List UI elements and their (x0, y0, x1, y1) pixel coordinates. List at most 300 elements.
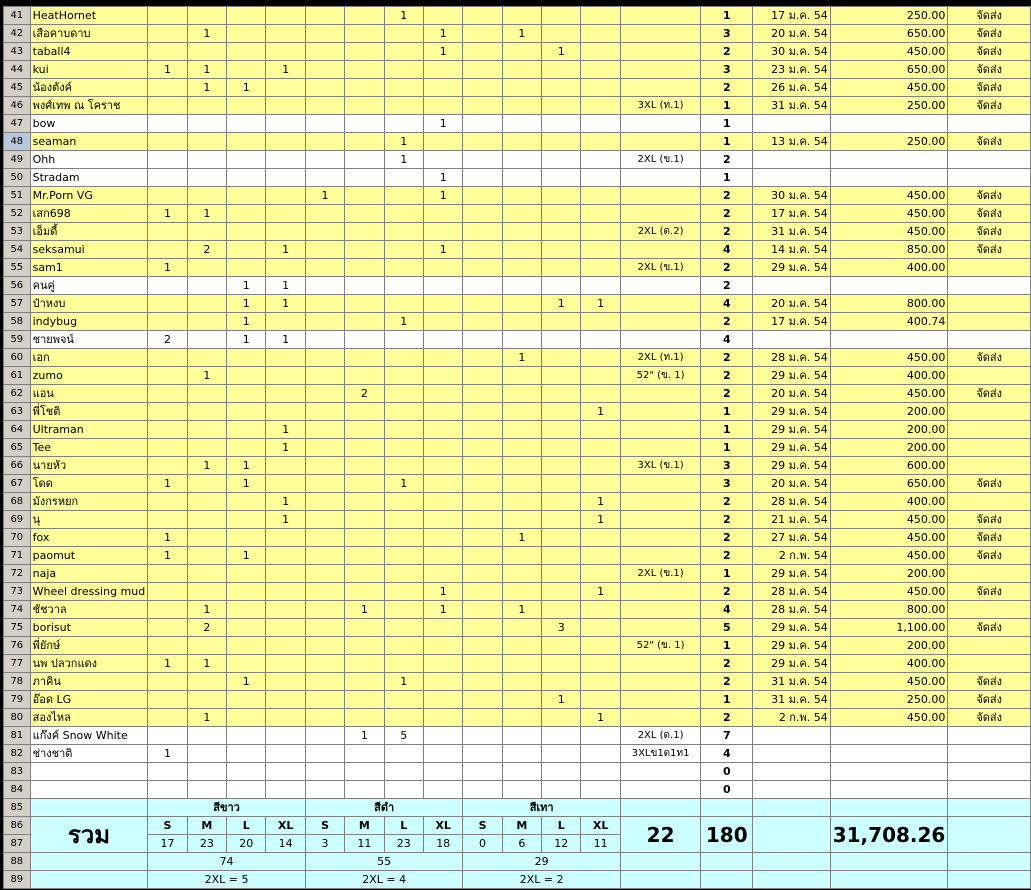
cell-amount[interactable] (830, 331, 948, 349)
cell-qty[interactable] (187, 781, 226, 799)
cell-amount[interactable]: 450.00 (830, 673, 948, 691)
cell-qty[interactable]: 1 (542, 43, 581, 61)
cell-qty[interactable] (345, 583, 384, 601)
cell-qty[interactable] (502, 421, 541, 439)
row-header[interactable]: 76 (4, 637, 31, 655)
cell-note[interactable] (620, 421, 700, 439)
cell-ship-status[interactable]: จัดส่ง (948, 547, 1031, 565)
cell-ship-status[interactable]: จัดส่ง (948, 619, 1031, 637)
cell-qty[interactable] (581, 169, 620, 187)
cell-ship-status[interactable] (948, 331, 1031, 349)
cell-qty[interactable] (463, 439, 502, 457)
cell-qty[interactable]: 2 (345, 385, 384, 403)
cell-qty[interactable] (542, 277, 581, 295)
cell-qty[interactable] (345, 511, 384, 529)
cell-qty[interactable] (266, 7, 305, 25)
cell-qty[interactable] (581, 115, 620, 133)
row-header[interactable]: 50 (4, 169, 31, 187)
cell-ship-status[interactable] (948, 295, 1031, 313)
cell-qty[interactable]: 1 (227, 331, 266, 349)
row-header[interactable]: 84 (4, 781, 31, 799)
cell-total[interactable]: 2 (701, 43, 753, 61)
cell-qty[interactable] (423, 673, 462, 691)
cell-qty[interactable] (463, 763, 502, 781)
cell-qty[interactable] (463, 727, 502, 745)
cell-qty[interactable] (542, 403, 581, 421)
size-count[interactable]: 14 (266, 835, 305, 853)
cell-name[interactable]: Ultraman (30, 421, 148, 439)
cell-ship-status[interactable]: จัดส่ง (948, 61, 1031, 79)
cell-qty[interactable] (345, 709, 384, 727)
cell-qty[interactable] (305, 97, 344, 115)
cell-qty[interactable] (305, 439, 344, 457)
cell-qty[interactable] (581, 223, 620, 241)
cell-note[interactable] (620, 79, 700, 97)
cell-qty[interactable]: 1 (423, 25, 462, 43)
cell-qty[interactable] (148, 673, 187, 691)
row-header[interactable]: 62 (4, 385, 31, 403)
cell-ship-status[interactable] (948, 565, 1031, 583)
cell-qty[interactable] (305, 115, 344, 133)
cell-total[interactable]: 1 (701, 133, 753, 151)
cell-qty[interactable] (542, 259, 581, 277)
cell-ship-status[interactable] (948, 259, 1031, 277)
cell-ship-status[interactable]: จัดส่ง (948, 385, 1031, 403)
cell-qty[interactable] (345, 439, 384, 457)
cell-qty[interactable] (423, 547, 462, 565)
row-header[interactable]: 46 (4, 97, 31, 115)
cell-amount[interactable]: 800.00 (830, 601, 948, 619)
cell-qty[interactable] (581, 7, 620, 25)
cell-date[interactable] (753, 169, 831, 187)
cell-qty[interactable] (463, 151, 502, 169)
cell-qty[interactable]: 1 (227, 475, 266, 493)
cell-qty[interactable] (384, 547, 423, 565)
row-header[interactable]: 71 (4, 547, 31, 565)
cell-qty[interactable] (187, 493, 226, 511)
cell-amount[interactable]: 200.00 (830, 403, 948, 421)
cell-qty[interactable] (266, 673, 305, 691)
cell-qty[interactable] (227, 151, 266, 169)
row-header[interactable]: 52 (4, 205, 31, 223)
cell-qty[interactable] (581, 691, 620, 709)
cell-qty[interactable] (581, 43, 620, 61)
cell-qty[interactable] (227, 61, 266, 79)
cell-qty[interactable]: 1 (148, 655, 187, 673)
row-header[interactable]: 67 (4, 475, 31, 493)
cell-qty[interactable] (581, 727, 620, 745)
size-count[interactable]: 18 (423, 835, 462, 853)
cell-name[interactable]: มังกรหยก (30, 493, 148, 511)
cell-date[interactable]: 20 ม.ค. 54 (753, 475, 831, 493)
cell-note[interactable] (620, 169, 700, 187)
cell-qty[interactable]: 1 (384, 7, 423, 25)
cell-note[interactable] (620, 493, 700, 511)
cell-qty[interactable] (345, 763, 384, 781)
cell-name[interactable]: เอ็มดี้ (30, 223, 148, 241)
cell-date[interactable]: 29 ม.ค. 54 (753, 421, 831, 439)
cell-qty[interactable] (384, 169, 423, 187)
cell-qty[interactable] (227, 619, 266, 637)
cell-amount[interactable]: 600.00 (830, 457, 948, 475)
cell-amount[interactable] (830, 151, 948, 169)
cell-qty[interactable] (384, 619, 423, 637)
cell-qty[interactable] (148, 637, 187, 655)
row-header[interactable]: 81 (4, 727, 31, 745)
cell-qty[interactable] (542, 529, 581, 547)
cell-qty[interactable] (305, 421, 344, 439)
cell-qty[interactable]: 1 (423, 241, 462, 259)
row-header[interactable]: 74 (4, 601, 31, 619)
cell-note[interactable]: 52" (ข. 1) (620, 637, 700, 655)
cell-qty[interactable] (345, 169, 384, 187)
cell-qty[interactable] (581, 763, 620, 781)
cell-qty[interactable] (266, 709, 305, 727)
cell-qty[interactable] (187, 277, 226, 295)
cell-empty[interactable] (30, 871, 148, 889)
cell-amount[interactable]: 650.00 (830, 475, 948, 493)
row-header[interactable]: 83 (4, 763, 31, 781)
cell-qty[interactable]: 1 (227, 277, 266, 295)
cell-date[interactable]: 20 ม.ค. 54 (753, 295, 831, 313)
cell-qty[interactable] (423, 313, 462, 331)
row-header[interactable]: 58 (4, 313, 31, 331)
cell-qty[interactable] (187, 151, 226, 169)
cell-qty[interactable] (502, 511, 541, 529)
cell-qty[interactable] (187, 511, 226, 529)
cell-qty[interactable] (227, 367, 266, 385)
cell-date[interactable]: 14 ม.ค. 54 (753, 241, 831, 259)
size-header[interactable]: S (305, 817, 344, 835)
cell-qty[interactable] (305, 727, 344, 745)
cell-qty[interactable]: 1 (148, 205, 187, 223)
total-amount[interactable]: 31,708.26 (830, 817, 948, 853)
cell-total[interactable]: 2 (701, 151, 753, 169)
row-header[interactable]: 66 (4, 457, 31, 475)
cell-qty[interactable] (345, 241, 384, 259)
cell-qty[interactable] (581, 205, 620, 223)
row-header[interactable]: 48 (4, 133, 31, 151)
cell-amount[interactable] (830, 277, 948, 295)
cell-qty[interactable] (384, 583, 423, 601)
cell-qty[interactable] (227, 241, 266, 259)
cell-qty[interactable] (581, 547, 620, 565)
cell-amount[interactable] (830, 745, 948, 763)
cell-ship-status[interactable]: จัดส่ง (948, 205, 1031, 223)
cell-qty[interactable] (227, 133, 266, 151)
row-header[interactable]: 73 (4, 583, 31, 601)
cell-date[interactable]: 28 ม.ค. 54 (753, 493, 831, 511)
cell-total[interactable]: 4 (701, 241, 753, 259)
cell-qty[interactable] (463, 529, 502, 547)
cell-ship-status[interactable] (948, 277, 1031, 295)
cell-amount[interactable]: 250.00 (830, 97, 948, 115)
cell-note[interactable] (620, 529, 700, 547)
cell-qty[interactable] (227, 403, 266, 421)
cell-qty[interactable] (463, 709, 502, 727)
cell-qty[interactable] (148, 781, 187, 799)
row-header[interactable]: 43 (4, 43, 31, 61)
cell-qty[interactable] (581, 79, 620, 97)
cell-qty[interactable] (345, 259, 384, 277)
cell-amount[interactable]: 400.00 (830, 655, 948, 673)
cell-qty[interactable] (305, 745, 344, 763)
cell-qty[interactable] (345, 673, 384, 691)
cell-empty[interactable] (753, 817, 831, 853)
cell-qty[interactable] (463, 421, 502, 439)
cell-qty[interactable] (542, 79, 581, 97)
cell-name[interactable]: พงศ์เทพ ณ โคราช (30, 97, 148, 115)
cell-qty[interactable] (227, 43, 266, 61)
cell-qty[interactable]: 1 (187, 79, 226, 97)
cell-qty[interactable] (148, 349, 187, 367)
cell-qty[interactable] (581, 565, 620, 583)
cell-ship-status[interactable] (948, 313, 1031, 331)
cell-qty[interactable] (148, 601, 187, 619)
cell-amount[interactable]: 450.00 (830, 187, 948, 205)
cell-note[interactable]: 52" (ข. 1) (620, 367, 700, 385)
cell-qty[interactable]: 1 (148, 745, 187, 763)
cell-qty[interactable]: 1 (542, 691, 581, 709)
cell-qty[interactable] (305, 565, 344, 583)
cell-qty[interactable] (266, 205, 305, 223)
cell-qty[interactable] (463, 187, 502, 205)
cell-qty[interactable] (148, 187, 187, 205)
cell-amount[interactable] (830, 763, 948, 781)
cell-qty[interactable] (581, 529, 620, 547)
cell-qty[interactable] (148, 457, 187, 475)
cell-qty[interactable] (187, 403, 226, 421)
cell-date[interactable]: 29 ม.ค. 54 (753, 655, 831, 673)
cell-qty[interactable] (345, 403, 384, 421)
group-2xl-count[interactable]: 2XL = 2 (463, 871, 620, 889)
cell-amount[interactable]: 800.00 (830, 295, 948, 313)
cell-qty[interactable] (266, 565, 305, 583)
cell-qty[interactable] (542, 223, 581, 241)
size-header[interactable]: S (148, 817, 187, 835)
cell-qty[interactable] (423, 781, 462, 799)
cell-qty[interactable] (266, 637, 305, 655)
cell-date[interactable]: 28 ม.ค. 54 (753, 601, 831, 619)
cell-ship-status[interactable]: จัดส่ง (948, 673, 1031, 691)
cell-qty[interactable] (542, 97, 581, 115)
cell-qty[interactable] (384, 61, 423, 79)
cell-name[interactable]: ป๋าหงบ (30, 295, 148, 313)
cell-date[interactable]: 30 ม.ค. 54 (753, 187, 831, 205)
cell-qty[interactable] (581, 637, 620, 655)
cell-note[interactable]: 2XL (ด.2) (620, 223, 700, 241)
size-header[interactable]: XL (266, 817, 305, 835)
cell-qty[interactable] (148, 493, 187, 511)
cell-qty[interactable] (148, 277, 187, 295)
row-header[interactable]: 80 (4, 709, 31, 727)
cell-qty[interactable]: 1 (384, 151, 423, 169)
cell-empty[interactable] (830, 871, 948, 889)
cell-note[interactable] (620, 277, 700, 295)
cell-qty[interactable] (187, 43, 226, 61)
cell-date[interactable]: 29 ม.ค. 54 (753, 403, 831, 421)
cell-empty[interactable] (701, 853, 753, 871)
cell-qty[interactable] (384, 331, 423, 349)
cell-qty[interactable] (384, 655, 423, 673)
cell-qty[interactable] (423, 709, 462, 727)
size-count[interactable]: 3 (305, 835, 344, 853)
cell-qty[interactable] (148, 115, 187, 133)
cell-date[interactable]: 29 ม.ค. 54 (753, 457, 831, 475)
cell-qty[interactable] (502, 385, 541, 403)
cell-ship-status[interactable]: จัดส่ง (948, 241, 1031, 259)
cell-qty[interactable]: 1 (266, 439, 305, 457)
cell-qty[interactable] (423, 133, 462, 151)
row-header[interactable]: 70 (4, 529, 31, 547)
cell-qty[interactable] (227, 529, 266, 547)
cell-qty[interactable] (384, 43, 423, 61)
cell-qty[interactable] (345, 691, 384, 709)
cell-qty[interactable] (384, 223, 423, 241)
cell-qty[interactable] (423, 151, 462, 169)
cell-qty[interactable]: 1 (581, 709, 620, 727)
cell-note[interactable]: 3XL (ท.1) (620, 97, 700, 115)
cell-total[interactable]: 2 (701, 187, 753, 205)
cell-qty[interactable]: 1 (187, 61, 226, 79)
cell-qty[interactable] (266, 151, 305, 169)
cell-qty[interactable] (305, 151, 344, 169)
cell-ship-status[interactable] (948, 727, 1031, 745)
cell-qty[interactable] (502, 205, 541, 223)
cell-qty[interactable] (266, 313, 305, 331)
cell-note[interactable] (620, 313, 700, 331)
cell-qty[interactable] (187, 727, 226, 745)
cell-qty[interactable] (581, 61, 620, 79)
cell-qty[interactable] (148, 313, 187, 331)
cell-qty[interactable] (581, 745, 620, 763)
cell-empty[interactable] (620, 871, 700, 889)
cell-qty[interactable]: 1 (384, 313, 423, 331)
cell-date[interactable]: 2 ก.พ. 54 (753, 709, 831, 727)
cell-amount[interactable]: 200.00 (830, 421, 948, 439)
cell-qty[interactable] (463, 259, 502, 277)
cell-qty[interactable] (187, 583, 226, 601)
extra-count[interactable]: 22 (620, 817, 700, 853)
group-subtotal[interactable]: 55 (305, 853, 463, 871)
cell-name[interactable] (30, 763, 148, 781)
cell-total[interactable]: 3 (701, 25, 753, 43)
cell-qty[interactable] (345, 97, 384, 115)
cell-qty[interactable] (266, 223, 305, 241)
cell-name[interactable] (30, 781, 148, 799)
cell-qty[interactable] (542, 745, 581, 763)
cell-amount[interactable]: 450.00 (830, 43, 948, 61)
cell-qty[interactable] (266, 763, 305, 781)
cell-date[interactable]: 2 ก.พ. 54 (753, 547, 831, 565)
row-header[interactable]: 69 (4, 511, 31, 529)
cell-qty[interactable] (384, 367, 423, 385)
cell-total[interactable]: 1 (701, 565, 753, 583)
size-header[interactable]: L (227, 817, 266, 835)
cell-date[interactable] (753, 727, 831, 745)
cell-qty[interactable]: 1 (187, 709, 226, 727)
cell-qty[interactable] (463, 457, 502, 475)
cell-qty[interactable] (266, 25, 305, 43)
cell-note[interactable] (620, 7, 700, 25)
cell-qty[interactable] (148, 583, 187, 601)
cell-qty[interactable] (542, 205, 581, 223)
cell-ship-status[interactable]: จัดส่ง (948, 349, 1031, 367)
cell-name[interactable]: ภาคิน (30, 673, 148, 691)
cell-qty[interactable] (502, 241, 541, 259)
group-subtotal[interactable]: 74 (148, 853, 306, 871)
cell-qty[interactable] (502, 79, 541, 97)
cell-name[interactable]: เอก (30, 349, 148, 367)
cell-date[interactable] (753, 277, 831, 295)
cell-qty[interactable] (542, 475, 581, 493)
row-header[interactable]: 79 (4, 691, 31, 709)
cell-ship-status[interactable]: จัดส่ง (948, 133, 1031, 151)
cell-qty[interactable] (266, 727, 305, 745)
cell-qty[interactable] (463, 619, 502, 637)
cell-qty[interactable] (463, 205, 502, 223)
cell-qty[interactable] (266, 133, 305, 151)
cell-note[interactable] (620, 295, 700, 313)
cell-note[interactable] (620, 439, 700, 457)
cell-total[interactable]: 1 (701, 115, 753, 133)
cell-qty[interactable]: 1 (148, 475, 187, 493)
cell-qty[interactable] (542, 655, 581, 673)
cell-qty[interactable]: 1 (542, 295, 581, 313)
cell-qty[interactable] (463, 61, 502, 79)
cell-ship-status[interactable] (948, 169, 1031, 187)
cell-qty[interactable]: 1 (345, 601, 384, 619)
cell-total[interactable]: 1 (701, 421, 753, 439)
cell-empty[interactable] (753, 799, 831, 817)
cell-qty[interactable] (463, 565, 502, 583)
cell-qty[interactable]: 1 (581, 403, 620, 421)
cell-qty[interactable] (345, 223, 384, 241)
size-count[interactable]: 6 (502, 835, 541, 853)
cell-qty[interactable] (423, 7, 462, 25)
cell-qty[interactable] (187, 313, 226, 331)
cell-date[interactable]: 31 ม.ค. 54 (753, 691, 831, 709)
cell-ship-status[interactable]: จัดส่ง (948, 7, 1031, 25)
cell-qty[interactable] (345, 295, 384, 313)
cell-qty[interactable] (148, 79, 187, 97)
cell-qty[interactable]: 1 (384, 673, 423, 691)
cell-total[interactable]: 2 (701, 583, 753, 601)
cell-qty[interactable] (305, 655, 344, 673)
cell-qty[interactable] (502, 43, 541, 61)
cell-qty[interactable] (502, 151, 541, 169)
cell-name[interactable]: seksamui (30, 241, 148, 259)
cell-qty[interactable] (187, 187, 226, 205)
cell-qty[interactable] (423, 511, 462, 529)
cell-qty[interactable] (305, 277, 344, 295)
cell-empty[interactable] (948, 799, 1031, 817)
cell-qty[interactable] (502, 763, 541, 781)
cell-ship-status[interactable] (948, 637, 1031, 655)
cell-qty[interactable] (502, 727, 541, 745)
cell-qty[interactable] (542, 637, 581, 655)
cell-qty[interactable] (345, 133, 384, 151)
cell-note[interactable] (620, 187, 700, 205)
cell-total[interactable]: 1 (701, 637, 753, 655)
cell-qty[interactable] (581, 601, 620, 619)
cell-qty[interactable] (227, 187, 266, 205)
cell-qty[interactable]: 1 (148, 529, 187, 547)
cell-qty[interactable] (463, 277, 502, 295)
cell-qty[interactable] (502, 475, 541, 493)
cell-qty[interactable] (187, 295, 226, 313)
cell-name[interactable]: taball4 (30, 43, 148, 61)
